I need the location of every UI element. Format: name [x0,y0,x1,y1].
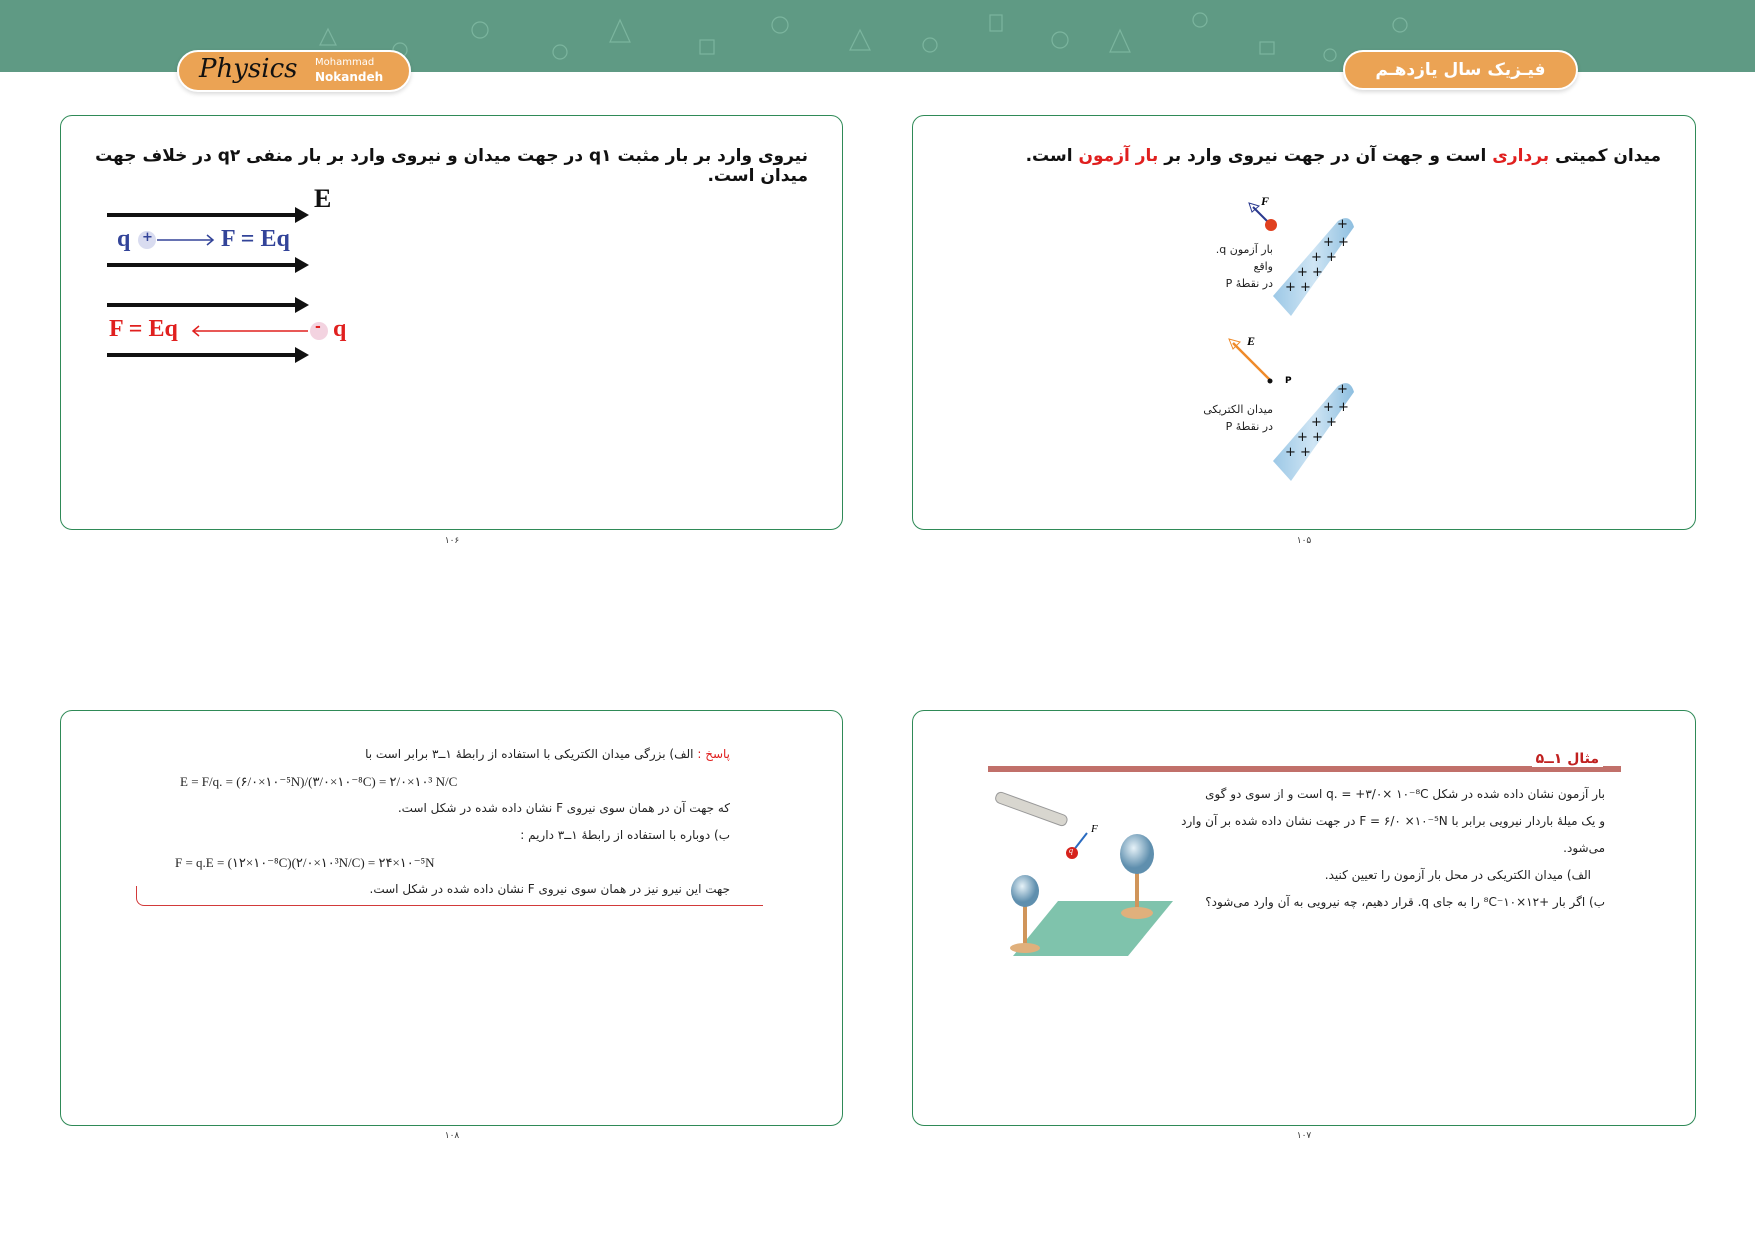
example-text [1125,781,1605,916]
pos-formula: F = Eq [221,226,290,252]
example-title: مثال ۱ــ۵ [1532,751,1603,767]
fig1-caption [1193,241,1273,292]
answer-a-line [130,741,730,768]
page-number-105: ۱۰۵ [1296,536,1312,546]
page-105 [912,115,1696,530]
title-text: است و جهت آن در جهت نیروی وارد بر [1158,146,1493,166]
svg-text:+ +: + + [1297,265,1323,280]
page-108 [60,710,843,1126]
example-line: می‌شود. [1563,841,1605,855]
equation-1: E = F/q. = (۶/۰×۱۰⁻⁵N)/(۳/۰×۱۰⁻⁸C) = ۲/۰×۱۰³ N/C [180,774,458,789]
charged-rod-icon [994,791,1068,827]
author-logo [177,50,411,92]
answer-b-line: ب) دوباره با استفاده از رابطهٔ ۱ــ۳ داریم : [520,828,730,842]
fig2-point-label: P [1285,376,1292,386]
fig2-caption [1183,401,1273,435]
fig-vector-label: F [1091,823,1098,835]
direction-a: که جهت آن در همان سوی نیروی F نشان داده شده در شکل است. [397,801,730,815]
book-title: فیـزیک سال یازدهـم [1375,60,1546,80]
example-part-b: ب) اگر بار +۱۲×۱۰⁻⁸C را به جای q. قرار دهیم، چه نیرویی به آن وارد می‌شود؟ [1205,895,1605,909]
page-number-107: ۱۰۷ [1296,1131,1312,1141]
caption-line: در نقطهٔ P [1225,277,1273,290]
fig-charge-label: q [1069,846,1073,855]
page-number-106: ۱۰۶ [444,536,460,546]
charged-rod-icon [1273,217,1354,316]
page-106 [60,115,843,530]
answer-a-text: الف) بزرگی میدان الکتریکی با استفاده از رابطهٔ ۱ــ۳ برابر است با [365,747,698,761]
example-line: بار آزمون نشان داده شده در شکل q. = +۳/۰× ۱۰⁻⁸C است و از سوی دو گوی [1205,787,1605,801]
example-line: و یک میلهٔ باردار نیرویی برابر با F = ۶/۰ ×۱۰⁻⁵N در جهت نشان داده شده بر آن وارد [1181,814,1605,828]
test-charge-icon [1265,219,1277,231]
example-header-bar [988,766,1621,772]
neg-formula: F = Eq [109,316,178,342]
example-part-a: الف) میدان الکتریکی در محل بار آزمون را تعیین کنید. [1324,868,1591,882]
caption-line: میدان الکتریکی [1203,403,1273,416]
svg-text:+ +: + + [1323,235,1349,250]
title-text: است. [1025,146,1079,166]
charged-rod-figures [1213,191,1413,491]
title-highlight-vector: برداری [1492,146,1550,166]
page-107 [912,710,1696,1126]
caption-line: در نقطهٔ P [1225,420,1273,433]
pos-q: q [117,226,131,252]
book-title-badge [1343,50,1578,90]
logo-script: Physics [199,54,298,84]
answer-label: پاسخ : [697,747,730,761]
page-106-title: نیروی وارد بر بار مثبت q۱ در جهت میدان و نیروی وارد بر بار منفی q۲ در خلاف جهت میدان است. [95,146,808,186]
direction-b: جهت این نیرو نیز در همان سوی نیروی F نشان داده شده در شکل است. [369,882,730,896]
spheres-rod-figure [983,776,1183,966]
fig1-vector-label: F [1261,194,1270,208]
page-number-108: ۱۰۸ [444,1131,460,1141]
fig2-vector-label: E [1247,334,1256,348]
svg-text:+: + [1337,382,1348,397]
svg-text:+ +: + + [1323,400,1349,415]
logo-last-name: Nokandeh [315,70,384,84]
svg-text:+: + [1337,217,1348,232]
title-highlight-test-charge: بار آزمون [1078,146,1159,166]
neg-sign: - [315,319,321,335]
charged-rod-icon [1273,382,1354,481]
pos-sign: + [142,230,153,245]
field-label: E [314,184,332,213]
svg-text:+ +: + + [1285,445,1311,460]
svg-text:+ +: + + [1311,250,1337,265]
neg-q: q [333,316,347,342]
svg-text:+ +: + + [1285,280,1311,295]
page-105-title [941,146,1661,166]
svg-text:+ +: + + [1311,415,1337,430]
logo-first-name: Mohammad [315,57,375,68]
equation-2: F = q.E = (۱۲×۱۰⁻⁸C)(۲/۰×۱۰³N/C) = ۲۴×۱۰⁻⁵N [175,855,435,870]
answer-bracket-line [136,886,763,906]
svg-text:+ +: + + [1297,430,1323,445]
title-text: میدان کمیتی [1549,146,1661,166]
caption-line: بار آزمون q. واقع [1215,243,1273,273]
answer-block [130,741,730,903]
